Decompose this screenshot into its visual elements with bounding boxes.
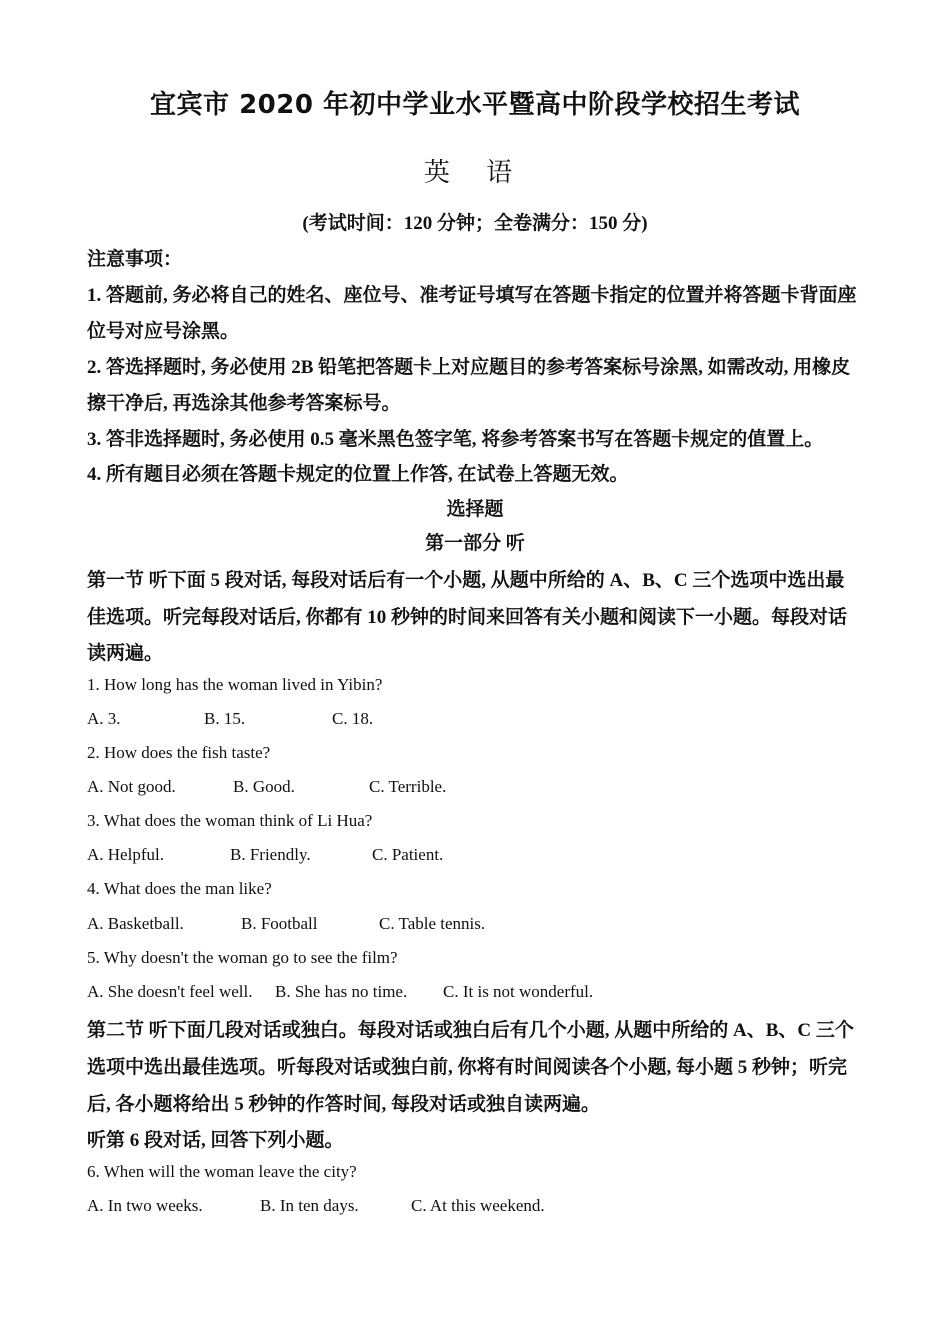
section1-instruction: 读两遍。 [87,643,164,664]
notice-line: 擦干净后, 再选涂其他参考答案标号。 [87,393,401,414]
part-heading: 第一部分 听 [425,533,525,554]
option-a: A. 3. [87,709,121,728]
section-heading: 选择题 [446,499,504,520]
question-text: 2. How does the fish taste? [87,743,271,762]
option-c: C. Table tennis. [379,914,486,933]
option-c: C. 18. [332,709,374,728]
question-text: 1. How long has the woman lived in Yibin? [87,675,383,694]
option-a: A. In two weeks. [87,1196,203,1215]
notice-line: 位号对应号涂黑。 [87,321,240,342]
exam-info: (考试时间：120 分钟；全卷满分：150 分) [302,213,648,234]
dialogue-instruction: 听第 6 段对话, 回答下列小题。 [87,1130,344,1151]
notice-line: 2. 答选择题时, 务必使用 2B 铅笔把答题卡上对应题目的参考答案标号涂黑, 如需改动, 用橡皮 [87,357,851,378]
section2-instruction: 后, 各小题将给出 5 秒钟的作答时间, 每段对话或独自读两遍。 [87,1094,601,1115]
notice-line: 3. 答非选择题时, 务必使用 0.5 毫米黑色签字笔, 将参考答案书写在答题卡规定的值置上。 [87,429,824,450]
option-c: C. It is not wonderful. [443,982,594,1001]
question-text: 3. What does the woman think of Li Hua? [87,811,373,830]
option-b: B. 15. [204,709,246,728]
section2-instruction: 选项中选出最佳选项。听每段对话或独白前, 你将有时间阅读各个小题, 每小题 5 秒钟；听完 [87,1057,848,1078]
notice-line: 1. 答题前, 务必将自己的姓名、座位号、准考证号填写在答题卡指定的位置并将答题卡背面座 [87,285,857,306]
option-c: C. At this weekend. [411,1196,545,1215]
section1-instruction: 第一节 听下面 5 段对话, 每段对话后有一个小题, 从题中所给的 A、B、C 三个选项中选出最 [87,570,845,591]
notice-line: 4. 所有题目必须在答题卡规定的位置上作答, 在试卷上答题无效。 [87,464,629,485]
notice-heading: 注意事项： [87,249,183,270]
subject-title: 英 语 [423,158,527,188]
option-b: B. Good. [233,777,295,796]
question-text: 6. When will the woman leave the city? [87,1162,357,1181]
section2-instruction: 第二节 听下面几段对话或独白。每段对话或独白后有几个小题, 从题中所给的 A、B、C 三个 [87,1020,854,1041]
option-b: B. Friendly. [230,845,311,864]
question-text: 5. Why doesn't the woman go to see the film? [87,948,398,967]
option-a: A. She doesn't feel well. [87,982,253,1001]
option-b: B. In ten days. [260,1196,359,1215]
option-c: C. Patient. [372,845,444,864]
option-a: A. Helpful. [87,845,164,864]
section1-instruction: 佳选项。听完每段对话后, 你都有 10 秒钟的时间来回答有关小题和阅读下一小题。每段对话 [87,607,848,628]
option-b: B. Football [241,914,318,933]
exam-title: 宜宾市 2020 年初中学业水平暨高中阶段学校招生考试 [150,90,800,120]
option-c: C. Terrible. [369,777,447,796]
question-text: 4. What does the man like? [87,879,272,898]
option-a: A. Not good. [87,777,176,796]
option-b: B. She has no time. [275,982,408,1001]
option-a: A. Basketball. [87,914,184,933]
